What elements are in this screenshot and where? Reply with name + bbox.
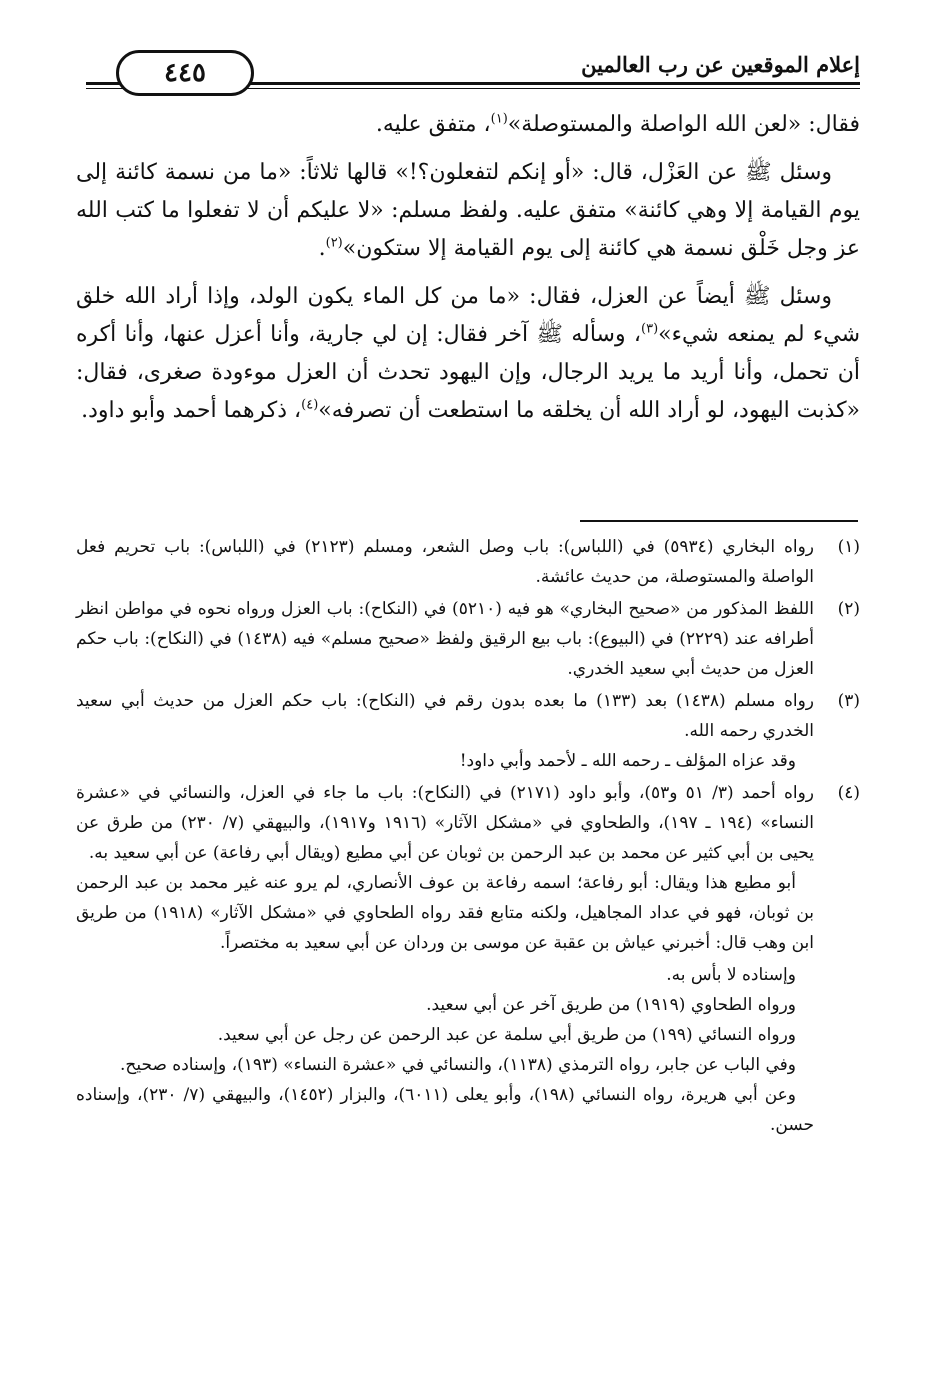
footnote-ref-4: (٤)	[301, 397, 319, 413]
paragraph-1-tail: ، متفق عليه.	[375, 112, 491, 137]
footnote-separator	[580, 520, 858, 522]
paragraph-2	[76, 154, 860, 268]
footnote-continuation: وفي الباب عن جابر، رواه الترمذي (١١٣٨)، والنسائي في «عشرة النساء» (١٩٣)، وإسناده صحيح.	[119, 1055, 796, 1075]
footnote-3	[76, 686, 860, 776]
footnote-ref-1: (١)	[490, 111, 508, 127]
main-text	[76, 106, 860, 440]
footnote-text: اللفظ المذكور من «صحيح البخاري» هو فيه (٥٢١٠) في (النكاح): باب العزل ورواه نحوه في مواطن انظر أطرافه عند (٢٢٢٩) في (البيوع): باب بيع الرقيق ولفظ «صحيح مسلم» فيه (١٤٣٨) في (النكاح): باب حكم العزل من حديث أبي سعيد الخدري.	[76, 599, 814, 679]
footnote-note: أبو مطيع هذا ويقال: أبو رفاعة؛ اسمه رفاعة بن عوف الأنصاري، لم يرو عنه غير محمد بن عبد الرحمن بن ثوبان، فهو في عداد المجاهيل، ولكنه متابع فقد رواه الطحاوي في «مشكل الآثار» (١٩١٨) من طريق ابن وهب قال: أخبرني عياش بن عقبة عن موسى بن وردان عن أبي سعيد به مختصراً.	[76, 873, 815, 953]
footnote-body	[76, 778, 814, 958]
footnote-body	[76, 686, 814, 776]
paragraph-1	[76, 106, 860, 144]
footnote-text: رواه مسلم (١٤٣٨) بعد (١٣٣) ما بعده بدون رقم في (النكاح): باب حكم العزل من حديث أبي سعيد الخدري رحمه الله.	[76, 691, 815, 741]
footnote-1	[76, 532, 860, 592]
paragraph-3-middle: ، وسأله ﷺ آخر فقال: إن لي جارية، وأنا أعزل عنها، وأنا أكره أن تحمل، وأنا أريد ما يريد الرجال، وإن اليهود تحدث أن العزل موءودة صغرى، فقال: «كذبت اليهود، لو أراد الله أن يخلقه ما استطعت أن تصرفه»	[76, 322, 860, 423]
book-title: إعلام الموقعين عن رب العالمين	[581, 52, 860, 77]
paragraph-3	[76, 278, 860, 430]
footnote-continuation: وعن أبي هريرة، رواه النسائي (١٩٨)، وأبو يعلى (٦٠١١)، والبزار (١٤٥٢)، والبيهقي (٧/ ٢٣٠)، وإسناده حسن.	[76, 1085, 814, 1135]
footnote-number: (٣)	[837, 691, 860, 711]
paragraph-1-text: فقال: «لعن الله الواصلة والمستوصلة»	[507, 112, 860, 137]
footnote-continuation: ورواه الطحاوي (١٩١٩) من طريق آخر عن أبي سعيد.	[426, 995, 796, 1015]
footnote-text: رواه أحمد (٣/ ٥١ و٥٣)، وأبو داود (٢١٧١) في (النكاح): باب ما جاء في العزل، والنسائي في «عشرة النساء» (١٩٤ ـ ١٩٧)، والطحاوي في «مشكل الآثار» (١٩١٦ و١٩١٧)، والبيهقي (٧/ ٢٣٠) من طرق عن يحيى بن أبي كثير عن محمد بن عبد الرحمن بن ثوبان عن أبي مطيع (ويقال أبي رفاعة) عن أبي سعيد به.	[76, 783, 815, 863]
footnote-ref-3: (٣)	[641, 321, 659, 337]
footnote-continuation: ورواه النسائي (١٩٩) من طريق أبي سلمة عن عبد الرحمن عن رجل عن أبي سعيد.	[217, 1025, 796, 1045]
footnote-number: (١)	[837, 537, 860, 557]
paragraph-2-tail: .	[318, 236, 326, 261]
page-header	[86, 44, 860, 96]
page-number: ٤٤٥	[116, 50, 254, 96]
footnotes	[76, 532, 860, 1140]
footnote-4	[76, 778, 860, 958]
footnote-body	[76, 594, 814, 684]
footnote-text: رواه البخاري (٥٩٣٤) في (اللباس): باب وصل الشعر، ومسلم (٢١٢٣) في (اللباس): باب تحريم فعل الواصلة والمستوصلة، من حديث عائشة.	[76, 537, 815, 587]
paragraph-2-text: وسئل ﷺ عن العَزْل، قال: «أو إنكم لتفعلون؟!» قالها ثلاثاً: «ما من نسمة كائنة إلى يوم القيامة إلا وهي كائنة» متفق عليه. ولفظ مسلم: «لا عليكم أن لا تفعلوا ما كتب الله عز وجل خَلْق نسمة هي كائنة إلى يوم القيامة إلا ستكون»	[76, 160, 860, 261]
footnote-number: (٢)	[837, 599, 860, 619]
footnote-number: (٤)	[837, 783, 860, 803]
footnote-2	[76, 594, 860, 684]
footnote-ref-2: (٢)	[325, 235, 343, 251]
paragraph-3-tail: ، ذكرهما أحمد وأبو داود.	[81, 398, 302, 423]
footnote-body	[76, 532, 814, 592]
footnote-continuation: وإسناده لا بأس به.	[666, 965, 796, 985]
footnote-note: وقد عزاه المؤلف ـ رحمه الله ـ لأحمد وأبي داود!	[459, 751, 796, 771]
paragraph-3-text: وسئل ﷺ أيضاً عن العزل، فقال: «ما من كل الماء يكون الولد، وإذا أراد الله خلق شيء لم يمنعه شيء»	[76, 284, 861, 347]
